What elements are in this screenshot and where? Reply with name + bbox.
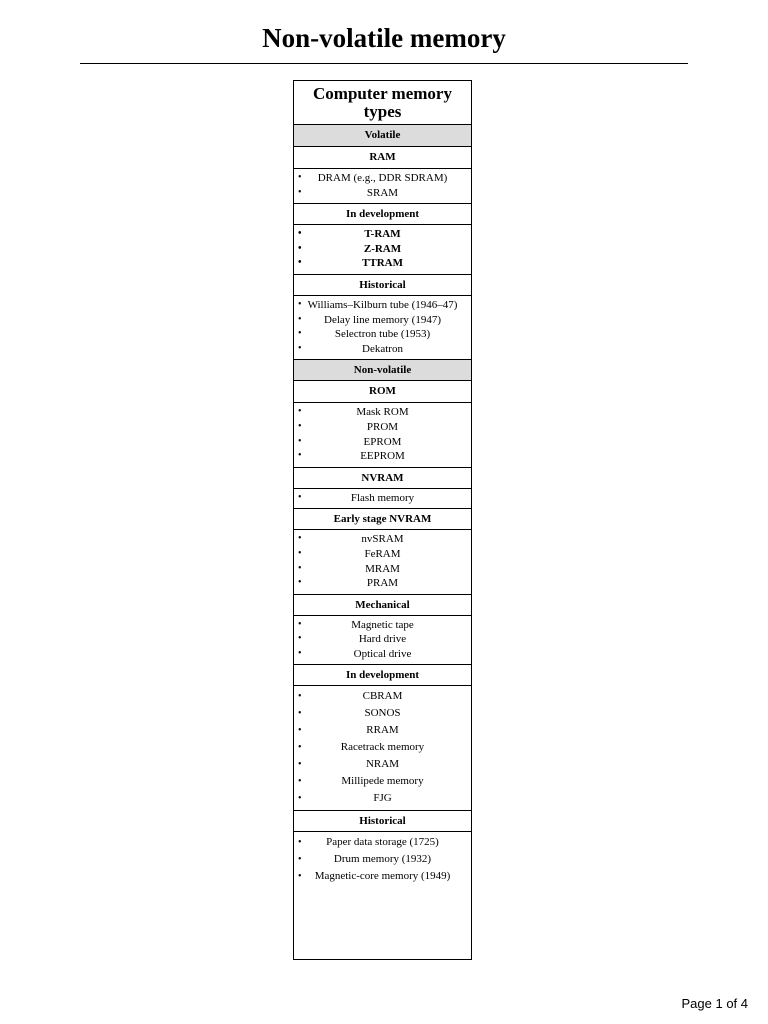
group-title-historical: Historical [294, 274, 471, 296]
bullet-icon: • [298, 342, 302, 354]
list-item[interactable] [294, 256, 471, 271]
list-item[interactable] [294, 342, 471, 357]
bullet-icon: • [298, 406, 302, 418]
list-item-label: TTRAM [362, 257, 403, 270]
list-item-label: Hard drive [358, 633, 407, 646]
group-item-list [294, 832, 471, 888]
list-item-label: SONOS [364, 707, 401, 720]
group-title-rom: ROM [294, 381, 471, 403]
group-title-historical: Historical [294, 810, 471, 832]
list-item[interactable] [294, 688, 471, 705]
list-item[interactable] [294, 773, 471, 790]
bullet-icon: • [298, 298, 302, 310]
list-item[interactable] [294, 171, 471, 186]
list-item[interactable] [294, 618, 471, 633]
list-item-label: T-RAM [364, 228, 401, 241]
list-item-label: Williams–Kilburn tube (1946–47) [307, 298, 458, 311]
bullet-icon: • [298, 186, 302, 198]
bullet-icon: • [298, 257, 302, 269]
list-item-label: MRAM [365, 562, 400, 575]
list-item[interactable] [294, 739, 471, 756]
bullet-icon: • [298, 328, 302, 340]
list-item[interactable] [294, 532, 471, 547]
bullet-icon: • [298, 776, 302, 788]
list-item[interactable] [294, 562, 471, 577]
bullet-icon: • [298, 533, 302, 545]
bullet-icon: • [298, 691, 302, 703]
list-item[interactable] [294, 186, 471, 201]
list-item[interactable] [294, 227, 471, 242]
list-item[interactable] [294, 632, 471, 647]
list-item[interactable] [294, 756, 471, 773]
section-band-volatile: Volatile [294, 125, 471, 147]
list-item-label: Selectron tube (1953) [334, 328, 431, 341]
list-item[interactable] [294, 242, 471, 257]
group-item-list [294, 403, 471, 466]
list-item[interactable] [294, 449, 471, 464]
list-item[interactable] [294, 834, 471, 851]
group-title-early-stage-nvram: Early stage NVRAM [294, 508, 471, 530]
list-item-label: Paper data storage (1725) [326, 836, 439, 849]
list-item-label: nvSRAM [361, 533, 404, 546]
group-item-list [294, 686, 471, 810]
list-item[interactable] [294, 647, 471, 662]
group-item-list [294, 616, 471, 665]
list-item[interactable] [294, 327, 471, 342]
bullet-icon: • [298, 562, 302, 574]
list-item-label: Magnetic tape [351, 618, 414, 631]
bullet-icon: • [298, 793, 302, 805]
list-item-label: Magnetic-core memory (1949) [314, 870, 451, 883]
list-item[interactable] [294, 722, 471, 739]
group-title-nvram: NVRAM [294, 467, 471, 489]
list-item-label: Racetrack memory [340, 741, 425, 754]
list-item-label: Z-RAM [363, 242, 402, 255]
bullet-icon: • [298, 547, 302, 559]
list-item-label: Delay line memory (1947) [324, 313, 441, 326]
group-item-list [294, 489, 471, 509]
bullet-icon: • [298, 759, 302, 771]
list-item-label: Flash memory [350, 491, 415, 504]
group-title-in-development: In development [294, 203, 471, 225]
bullet-icon: • [298, 172, 302, 183]
page-title: Non-volatile memory [262, 23, 506, 53]
bullet-icon: • [298, 647, 302, 659]
list-item-label: PRAM [366, 577, 399, 590]
list-item[interactable] [294, 405, 471, 420]
list-item-label: Drum memory (1932) [333, 853, 432, 866]
list-item-label: Millipede memory [341, 775, 424, 788]
list-item[interactable] [294, 705, 471, 722]
bullet-icon: • [298, 420, 302, 432]
bullet-icon: • [298, 577, 302, 589]
bullet-icon: • [298, 725, 302, 737]
list-item-label: CBRAM [362, 690, 403, 703]
navbox-body [294, 125, 471, 888]
bullet-icon: • [298, 242, 302, 254]
bullet-icon: • [298, 708, 302, 720]
list-item-label: EPROM [363, 435, 402, 448]
bullet-icon: • [298, 228, 302, 240]
list-item-label: DRAM (e.g., DDR SDRAM) [317, 172, 448, 184]
list-item-label: SRAM [366, 186, 399, 199]
group-item-list [294, 225, 471, 274]
bullet-icon: • [298, 450, 302, 462]
memory-types-navbox [293, 80, 472, 960]
list-item[interactable] [294, 313, 471, 328]
group-item-list [294, 169, 471, 203]
section-band-non-volatile: Non-volatile [294, 359, 471, 381]
list-item-label: Dekatron [362, 342, 403, 355]
bullet-icon: • [298, 742, 302, 754]
list-item[interactable] [294, 435, 471, 450]
page-number: Page 1 of 4 [681, 996, 748, 1011]
list-item[interactable] [294, 491, 471, 506]
group-item-list [294, 296, 471, 359]
list-item-label: PROM [366, 420, 399, 433]
list-item-label: RRAM [366, 724, 399, 737]
bullet-icon: • [298, 871, 302, 883]
list-item-label: Optical drive [353, 647, 412, 660]
list-item[interactable] [294, 298, 471, 313]
list-item[interactable] [294, 547, 471, 562]
list-item[interactable] [294, 868, 471, 885]
bullet-icon: • [298, 491, 302, 503]
list-item-label: Mask ROM [356, 406, 409, 419]
group-title-in-development: In development [294, 664, 471, 686]
list-item[interactable] [294, 420, 471, 435]
bullet-icon: • [298, 837, 302, 849]
bullet-icon: • [298, 313, 302, 325]
list-item-label: FeRAM [364, 547, 401, 560]
navbox-title: Computer memory types [294, 81, 471, 125]
list-item[interactable] [294, 851, 471, 868]
bullet-icon: • [298, 854, 302, 866]
bullet-icon: • [298, 618, 302, 630]
list-item[interactable] [294, 790, 471, 807]
group-title-ram: RAM [294, 147, 471, 169]
list-item[interactable] [294, 576, 471, 591]
bullet-icon: • [298, 435, 302, 447]
list-item-label: EEPROM [360, 450, 405, 463]
group-title-mechanical: Mechanical [294, 594, 471, 616]
list-item-label: NRAM [365, 758, 399, 771]
title-divider [80, 63, 688, 64]
bullet-icon: • [298, 633, 302, 645]
group-item-list [294, 530, 471, 593]
list-item-label: FJG [373, 792, 392, 805]
